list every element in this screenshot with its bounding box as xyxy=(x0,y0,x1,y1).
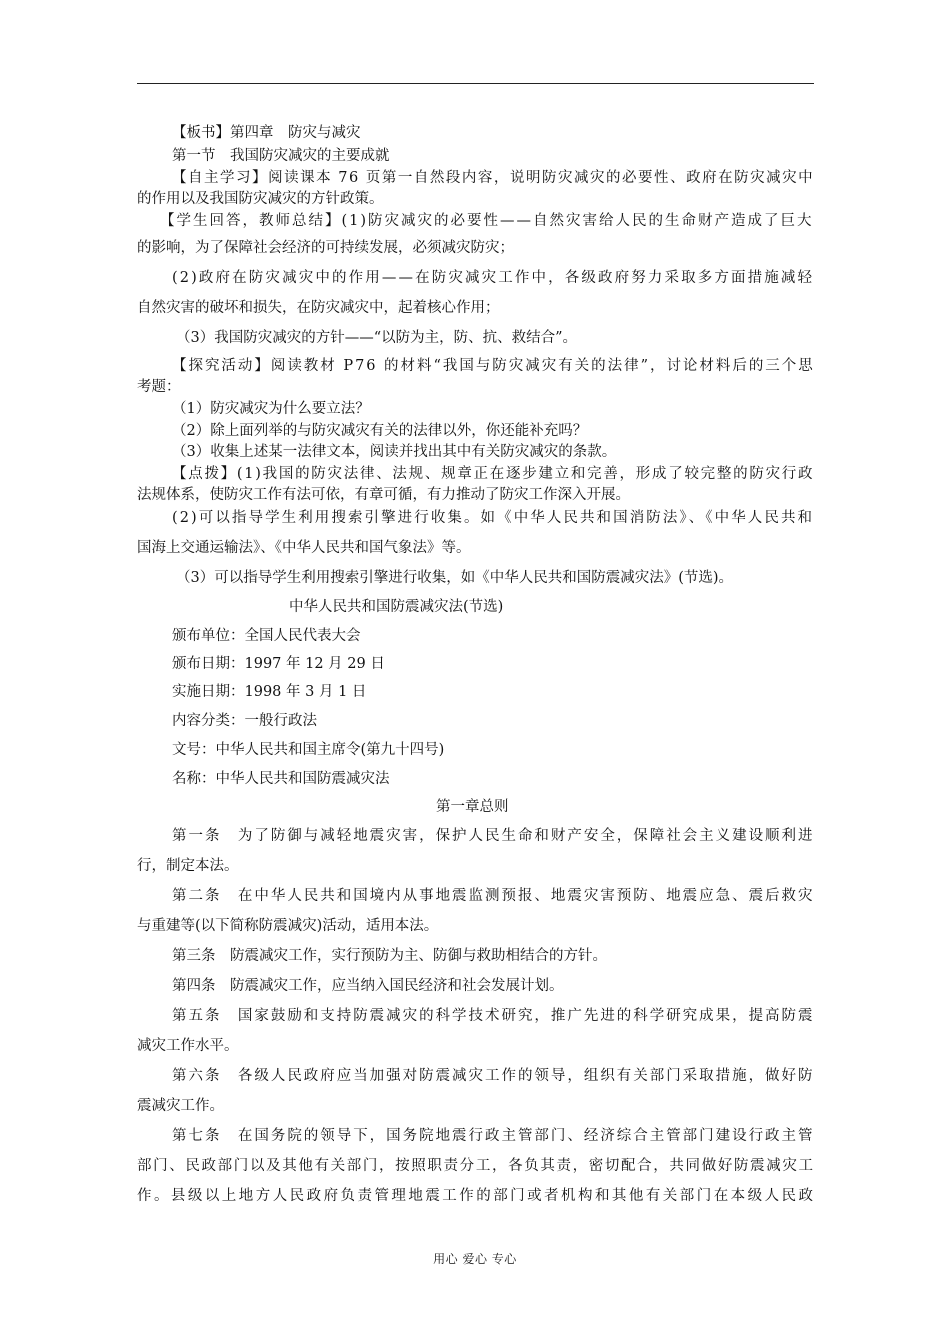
text-line: （3）可以指导学生利用搜索引擎进行收集，如《中华人民共和国防震减灾法》(节选)。 xyxy=(176,570,734,586)
text-line: 自然灾害的破坏和损失，在防灾减灾中，起着核心作用； xyxy=(137,300,500,316)
text-line: 【板书】第四章 防灾与减灾 xyxy=(172,125,361,141)
text-line: 部门、民政部门以及其他有关部门，按照职责分工，各负其责，密切配合，共同做好防震减灾工 xyxy=(137,1158,815,1174)
text-line: 第五条 国家鼓励和支持防震减灾的科学技术研究，推广先进的科学研究成果，提高防震 xyxy=(172,1008,815,1024)
text-line: 考题： xyxy=(137,379,181,395)
text-line: 第一节 我国防灾减灾的主要成就 xyxy=(172,148,390,164)
text-line: 国海上交通运输法》、《中华人民共和国气象法》等。 xyxy=(137,540,471,556)
text-line: （3）我国防灾减灾的方针——“以防为主，防、抗、救结合”。 xyxy=(176,330,578,346)
text-line: 第三条 防震减灾工作，实行预防为主、防御与救助相结合的方针。 xyxy=(172,948,607,964)
text-line: 作。县级以上地方人民政府负责管理地震工作的部门或者机构和其他有关部门在本级人民政 xyxy=(137,1188,816,1204)
text-line: 中华人民共和国防震减灾法(节选) xyxy=(289,599,504,615)
text-line: 内容分类：一般行政法 xyxy=(172,713,317,729)
text-line: 名称：中华人民共和国防震减灾法 xyxy=(172,771,390,787)
text-line: （2）除上面列举的与防灾减灾有关的法律以外，你还能补充吗？ xyxy=(172,423,588,439)
text-line: 第一章总则 xyxy=(436,799,509,815)
text-line: (2)可以指导学生利用搜索引擎进行收集。如《中华人民共和国消防法》、《中华人民共和 xyxy=(172,510,815,526)
page-footer: 用心 爱心 专心 xyxy=(433,1252,517,1266)
text-line: （1）防灾减灾为什么要立法？ xyxy=(172,401,370,417)
text-line: 与重建等(以下简称防震减灾)活动，适用本法。 xyxy=(137,918,439,934)
text-line: (2)政府在防灾减灾中的作用——在防灾减灾工作中，各级政府努力采取多方面措施减轻 xyxy=(172,270,815,286)
text-line: （3）收集上述某一法律文本，阅读并找出其中有关防灾减灾的条款。 xyxy=(172,444,617,460)
text-line: 文号：中华人民共和国主席令(第九十四号) xyxy=(172,742,445,758)
text-line: 第四条 防震减灾工作，应当纳入国民经济和社会发展计划。 xyxy=(172,978,564,994)
text-line: 减灾工作水平。 xyxy=(137,1038,239,1054)
text-line: 第六条 各级人民政府应当加强对防震减灾工作的领导，组织有关部门采取措施，做好防 xyxy=(172,1068,815,1084)
text-line: 【探究活动】阅读教材 P76 的材料“我国与防灾减灾有关的法律”，讨论材料后的三个思 xyxy=(172,358,815,374)
text-line: 法规体系，使防灾工作有法可依，有章可循，有力推动了防灾工作深入开展。 xyxy=(137,487,630,503)
text-line: 第七条 在国务院的领导下，国务院地震行政主管部门、经济综合主管部门建设行政主管 xyxy=(172,1128,815,1144)
text-line: 的作用以及我国防灾减灾的方针政策。 xyxy=(137,191,384,207)
text-line: 第二条 在中华人民共和国境内从事地震监测预报、地震灾害预防、地震应急、震后救灾 xyxy=(172,888,815,904)
text-line: 的影响，为了保障社会经济的可持续发展，必须减灾防灾； xyxy=(137,240,514,256)
text-line: 【自主学习】阅读课本 76 页第一自然段内容，说明防灾减灾的必要性、政府在防灾减灾中 xyxy=(172,170,815,186)
text-line: 实施日期：1998 年 3 月 1 日 xyxy=(172,684,367,700)
text-line: 【学生回答，教师总结】(1)防灾减灾的必要性——自然灾害给人民的生命财产造成了巨大 xyxy=(160,213,814,229)
text-line: 【点拨】(1)我国的防灾法律、法规、规章正在逐步建立和完善，形成了较完整的防灾行政 xyxy=(172,466,815,482)
text-line: 行，制定本法。 xyxy=(137,858,239,874)
text-line: 颁布日期：1997 年 12 月 29 日 xyxy=(172,656,385,672)
header-rule xyxy=(137,83,814,84)
text-line: 震减灾工作。 xyxy=(137,1098,224,1114)
text-line: 第一条 为了防御与减轻地震灾害，保护人民生命和财产安全，保障社会主义建设顺利进 xyxy=(172,828,815,844)
text-line: 颁布单位：全国人民代表大会 xyxy=(172,628,361,644)
